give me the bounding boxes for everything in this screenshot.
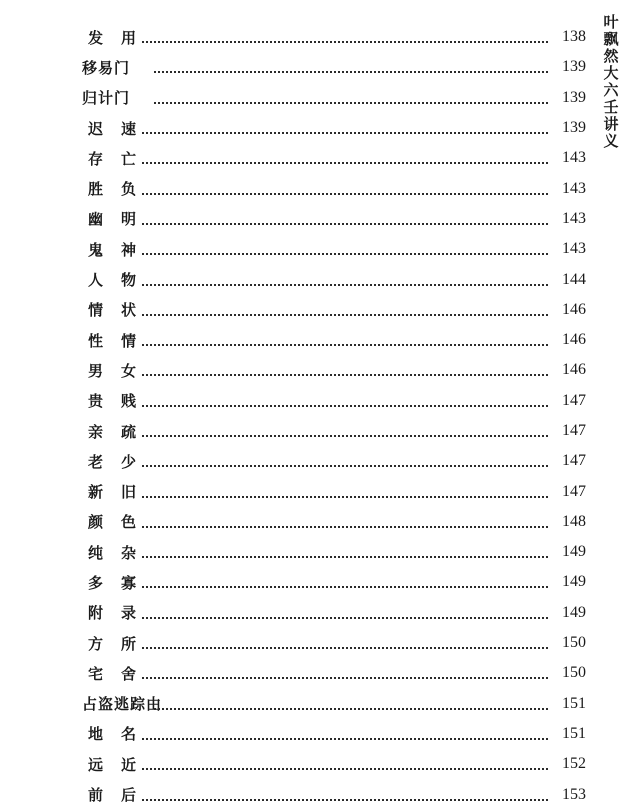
- toc-entry-page-number: 138: [562, 28, 586, 46]
- toc-entry-title-char-1: 地: [88, 725, 104, 744]
- dot-leader: [142, 433, 548, 437]
- toc-entry-title: [78, 511, 136, 532]
- toc-entry-title-char-1: 纯: [88, 543, 104, 562]
- toc-entry-title-char-1: 鬼: [88, 240, 104, 259]
- toc-entry-title-char-1: 胜: [88, 180, 104, 199]
- toc-entry-title-char-2: 神: [120, 240, 136, 259]
- toc-entry-title: [78, 178, 136, 199]
- toc-entry-title-char-1: 幽: [88, 210, 104, 229]
- toc-entry-title: [78, 360, 136, 381]
- toc-entry-title-char-1: 宅: [88, 664, 104, 683]
- dot-leader: [142, 342, 548, 346]
- toc-entry-title: [78, 754, 136, 775]
- toc-entry-title: [78, 118, 136, 139]
- toc-entry[interactable]: [78, 779, 586, 809]
- toc-entry-title-char-2: 疏: [120, 422, 136, 441]
- toc-entry-page-number: 147: [562, 452, 586, 470]
- toc-entry-page-number: 139: [562, 58, 586, 76]
- toc-entry-page-number: 139: [562, 88, 586, 106]
- toc-entry-title-char-1: 前: [88, 786, 104, 805]
- toc-entry-title-char-2: 贱: [120, 392, 136, 411]
- toc-entry-title: [78, 27, 136, 48]
- toc-entry-title-char-2: 少: [120, 452, 136, 471]
- dot-leader: [142, 372, 548, 376]
- toc-entry[interactable]: [78, 143, 586, 173]
- toc-entry[interactable]: [78, 386, 586, 416]
- toc-entry[interactable]: [78, 689, 586, 719]
- dot-leader: [142, 797, 548, 801]
- toc-entry-title-text: 占盗逃踪由: [82, 695, 163, 714]
- toc-entry[interactable]: [78, 749, 586, 779]
- toc-entry-title-char-1: 情: [88, 301, 104, 320]
- toc-entry-page-number: 153: [562, 785, 586, 803]
- toc-entry-page-number: 148: [562, 512, 586, 530]
- toc-entry-title-char-2: 情: [120, 331, 136, 350]
- dot-leader: [142, 584, 548, 588]
- toc-entry[interactable]: [78, 325, 586, 355]
- toc-entry-title: [78, 269, 136, 290]
- dot-leader: [142, 403, 548, 407]
- toc-entry-title: [78, 542, 136, 563]
- toc-entry-title-char-2: 女: [120, 361, 136, 380]
- toc-entry-title-char-2: 负: [120, 180, 136, 199]
- dot-leader: [142, 282, 548, 286]
- toc-entry-title: [78, 723, 136, 744]
- toc-entry-title: [78, 451, 136, 472]
- toc-entry-title-char-2: 舍: [120, 664, 136, 683]
- toc-entry-title: [78, 299, 136, 320]
- toc-entry-title: [78, 693, 163, 714]
- dot-leader: [142, 494, 548, 498]
- toc-entry-title-char-2: 录: [120, 604, 136, 623]
- dot-leader: [154, 69, 548, 73]
- toc-entry[interactable]: [78, 83, 586, 113]
- toc-entry-title: [78, 481, 136, 502]
- toc-entry-title-char-1: 远: [88, 755, 104, 774]
- toc-entry[interactable]: [78, 204, 586, 234]
- dot-leader: [142, 736, 548, 740]
- dot-leader: [142, 766, 548, 770]
- toc-entry[interactable]: [78, 537, 586, 567]
- toc-entry-page-number: 151: [562, 694, 586, 712]
- toc-entry-page-number: 150: [562, 664, 586, 682]
- toc-entry-page-number: 143: [562, 179, 586, 197]
- toc-entry-page-number: 149: [562, 543, 586, 561]
- dot-leader: [142, 312, 548, 316]
- toc-entry-page-number: 139: [562, 119, 586, 137]
- toc-entry[interactable]: [78, 416, 586, 446]
- dot-leader: [142, 615, 548, 619]
- toc-entry[interactable]: [78, 719, 586, 749]
- toc-entry-title-char-2: 用: [120, 28, 136, 47]
- toc-entry-title: [78, 572, 136, 593]
- toc-entry-title-char-1: 附: [88, 604, 104, 623]
- dot-leader: [142, 221, 548, 225]
- toc-entry[interactable]: [78, 658, 586, 688]
- dot-leader: [142, 160, 548, 164]
- toc-entry-page-number: 147: [562, 482, 586, 500]
- toc-entry[interactable]: [78, 628, 586, 658]
- dot-leader: [154, 100, 548, 104]
- toc-entry[interactable]: [78, 22, 586, 52]
- dot-leader: [142, 524, 548, 528]
- toc-entry-title-char-2: 旧: [120, 483, 136, 502]
- toc-entry-title-char-1: 方: [88, 634, 104, 653]
- dot-leader: [142, 463, 548, 467]
- toc-entry-title-char-1: 颜: [88, 513, 104, 532]
- toc-entry-title: [78, 633, 136, 654]
- toc-entry-page-number: 151: [562, 724, 586, 742]
- toc-entry-page-number: 143: [562, 209, 586, 227]
- toc-entry-title-char-1: 多: [88, 573, 104, 592]
- toc-entry-title-text: 归计门: [82, 89, 131, 108]
- toc-entry-page-number: 143: [562, 149, 586, 167]
- toc-entry-title: [78, 57, 148, 78]
- toc-entry-title: [78, 663, 136, 684]
- toc-entry[interactable]: [78, 507, 586, 537]
- toc-entry-title-char-2: 杂: [120, 543, 136, 562]
- toc-entry-title: [78, 390, 136, 411]
- dot-leader: [142, 191, 548, 195]
- toc-entry-title: [78, 148, 136, 169]
- toc-entry-title-char-1: 男: [88, 361, 104, 380]
- dot-leader: [142, 130, 548, 134]
- toc-entry-title-text: 移易门: [82, 58, 131, 77]
- toc-entry-title: [78, 208, 136, 229]
- toc-entry-page-number: 146: [562, 300, 586, 318]
- toc-entry[interactable]: [78, 355, 586, 385]
- toc-entry-title: [78, 87, 148, 108]
- toc-entry-page-number: 147: [562, 422, 586, 439]
- toc-entry[interactable]: [78, 446, 586, 476]
- toc-entry-page-number: 149: [562, 573, 586, 591]
- toc-entry[interactable]: [78, 173, 586, 203]
- dot-leader: [154, 706, 548, 710]
- dot-leader: [142, 251, 548, 255]
- toc-entry-title-char-2: 后: [120, 786, 136, 805]
- toc-entry[interactable]: [78, 567, 586, 597]
- toc-entry[interactable]: [78, 598, 586, 628]
- toc-entry-page-number: 149: [562, 603, 586, 621]
- toc-entry-title-char-2: 速: [120, 119, 136, 138]
- toc-entry-page-number: 146: [562, 361, 586, 379]
- table-of-contents: [78, 22, 586, 810]
- dot-leader: [142, 39, 548, 43]
- toc-entry[interactable]: [78, 52, 586, 82]
- toc-entry-title-char-1: 老: [88, 452, 104, 471]
- toc-entry-page-number: 152: [562, 755, 586, 773]
- toc-entry-page-number: 143: [562, 240, 586, 258]
- toc-entry-title-char-2: 状: [120, 301, 136, 320]
- toc-entry-title: [78, 421, 136, 442]
- toc-entry-title-char-2: 色: [120, 513, 136, 532]
- toc-entry[interactable]: [78, 295, 586, 325]
- toc-entry-title-char-2: 近: [120, 755, 136, 774]
- toc-entry-title: [78, 330, 136, 351]
- toc-entry-page-number: 147: [562, 391, 586, 409]
- toc-entry-title-char-1: 存: [88, 149, 104, 168]
- book-side-title: 叶飘然大六壬讲义: [603, 13, 619, 150]
- toc-entry-title-char-1: 人: [88, 271, 104, 290]
- dot-leader: [142, 645, 548, 649]
- toc-entry-title-char-2: 物: [120, 271, 136, 290]
- toc-entry-title-char-2: 亡: [120, 149, 136, 168]
- toc-entry-title-char-1: 新: [88, 483, 104, 502]
- toc-entry-title: [78, 784, 136, 805]
- toc-entry-title-char-1: 迟: [88, 119, 104, 138]
- toc-entry-title-char-1: 亲: [88, 422, 104, 441]
- toc-entry-page-number: 144: [562, 270, 586, 288]
- toc-entry-title-char-2: 所: [120, 634, 136, 653]
- toc-entry-title: [78, 602, 136, 623]
- toc-entry-page-number: 146: [562, 331, 586, 349]
- dot-leader: [142, 554, 548, 558]
- toc-entry[interactable]: [78, 234, 586, 264]
- toc-entry-title-char-1: 发: [88, 28, 104, 47]
- toc-entry-title: [78, 239, 136, 260]
- toc-entry-title-char-2: 明: [120, 210, 136, 229]
- toc-entry[interactable]: [78, 113, 586, 143]
- dot-leader: [142, 675, 548, 679]
- toc-entry-title-char-1: 性: [88, 331, 104, 350]
- toc-entry-title-char-1: 贵: [88, 392, 104, 411]
- toc-entry-page-number: 150: [562, 634, 586, 652]
- toc-entry[interactable]: [78, 476, 586, 506]
- toc-entry[interactable]: [78, 264, 586, 294]
- toc-entry-title-char-2: 寡: [120, 573, 136, 592]
- toc-entry-title-char-2: 名: [120, 725, 136, 744]
